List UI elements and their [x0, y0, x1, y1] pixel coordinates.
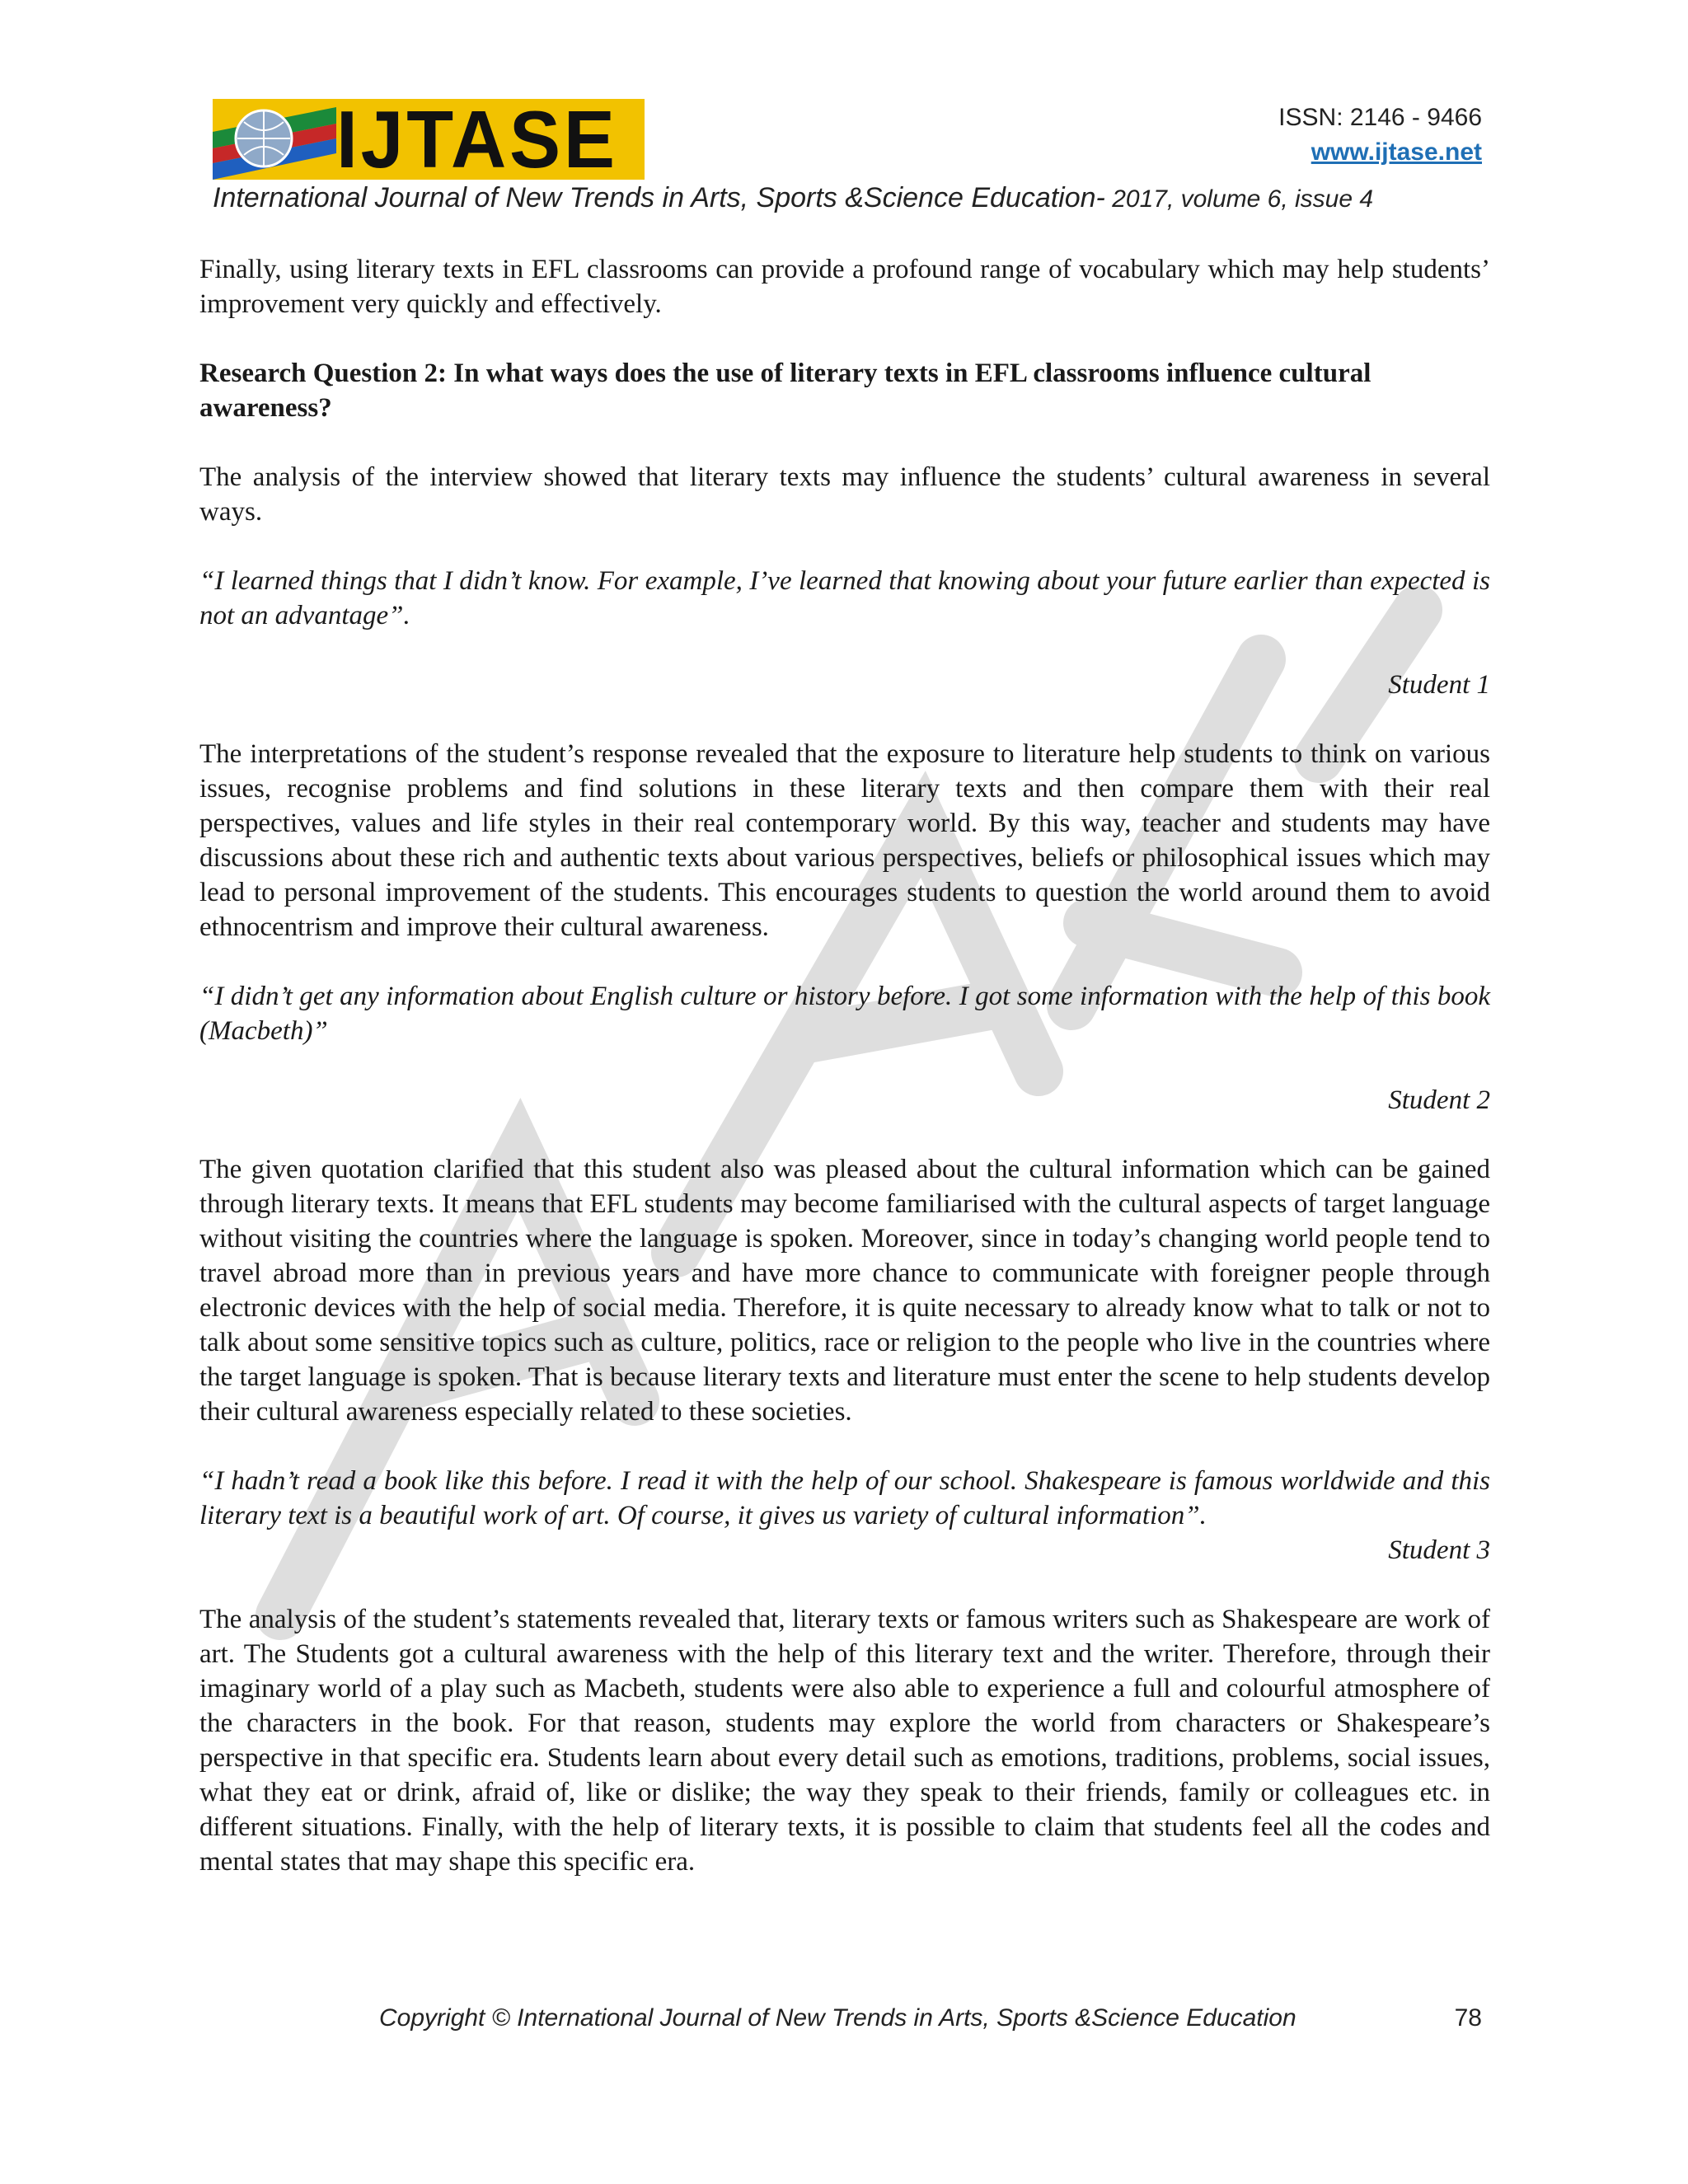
attribution-student-2: Student 2 [1388, 1085, 1490, 1115]
issn-block [1278, 101, 1482, 170]
attribution-student-1: Student 1 [1388, 670, 1490, 700]
attribution-student-3: Student 3 [1388, 1535, 1490, 1565]
article-body [199, 252, 1490, 1914]
globe-emblem-icon [213, 99, 336, 180]
logo-text: IJTASE [336, 99, 618, 180]
quote-student-2: “I didn’t get any information about English culture or history before. I got some information with the help of this book (Macbeth)” [199, 982, 1490, 1046]
journal-logo [213, 99, 645, 180]
quote-student-3: “I hadn’t read a book like this before. I read it with the help of our school. Shakespeare is famous worldwide and this literary text is a beautiful work of art. Of course, it gives us variety of cultural information”. [199, 1466, 1490, 1530]
journal-title: International Journal of New Trends in Arts, Sports &Science Education- [213, 182, 1105, 213]
copyright-notice: Copyright © International Journal of New Trends in Arts, Sports &Science Education [379, 2004, 1296, 2032]
issn-number: ISSN: 2146 - 9466 [1278, 104, 1482, 131]
journal-issue: 2017, volume 6, issue 4 [1104, 185, 1374, 213]
paragraph-vocabulary: Finally, using literary texts in EFL classrooms can provide a profound range of vocabulary which may help students’ improvement very quickly and effectively. [199, 255, 1490, 319]
journal-title-line [213, 180, 1373, 218]
website-link[interactable]: www.ijtase.net [1311, 138, 1482, 166]
page-number: 78 [1454, 2004, 1482, 2032]
quote-student-1: “I learned things that I didn’t know. For example, I’ve learned that knowing about your future earlier than expected is not an advantage”. [199, 566, 1490, 630]
research-question-2: Research Question 2: In what ways does the use of literary texts in EFL classrooms influence cultural awareness? [199, 359, 1372, 423]
paragraph-interpretation-2: The given quotation clarified that this student also was pleased about the cultural information which can be gained through literary texts. It means that EFL students may become familiarised with the cultural aspects of target language without visiting the countries where the language is spoken. Moreover, since in today’s changing world people tend to travel abroad more than in previous years and have more chance to communicate with foreigner people through electronic devices with the help of social media. Therefore, it is quite necessary to already know what to talk or not to talk about some sensitive topics such as culture, politics, race or religion to the people who live in the countries where the target language is spoken. That is because literary texts and literature must enter the scene to help students develop their cultural awareness especially related to these societies. [199, 1155, 1490, 1427]
paragraph-analysis-intro: The analysis of the interview showed that literary texts may influence the students’ cultural awareness in several ways. [199, 462, 1490, 527]
paragraph-interpretation-3: The analysis of the student’s statements revealed that, literary texts or famous writers such as Shakespeare are work of art. The Students got a cultural awareness with the help of this literary text and the writer. Therefore, through their imaginary world of a play such as Macbeth, students were also able to experience a full and colourful atmosphere of the characters in the book. For that reason, students may explore the world from characters or Shakespeare’s perspective in that specific era. Students learn about every detail such as emotions, traditions, problems, social issues, what they eat or drink, afraid of, like or dislike; the way they speak to their friends, family or colleagues etc. in different situations. Finally, with the help of literary texts, it is possible to claim that students feel all the codes and mental states that may shape this specific era. [199, 1605, 1490, 1877]
page-footer [0, 2004, 1688, 2046]
page-header [0, 0, 1688, 214]
paragraph-interpretation-1: The interpretations of the student’s response revealed that the exposure to literature help students to think on various issues, recognise problems and find solutions in these literary texts and then compare them with their real perspectives, values and life styles in their real contemporary world. By this way, teacher and students may have discussions about these rich and authentic texts about various perspectives, beliefs or philosophical issues which may lead to personal improvement of the students. This encourages students to question the world around them to avoid ethnocentrism and improve their cultural awareness. [199, 739, 1490, 942]
